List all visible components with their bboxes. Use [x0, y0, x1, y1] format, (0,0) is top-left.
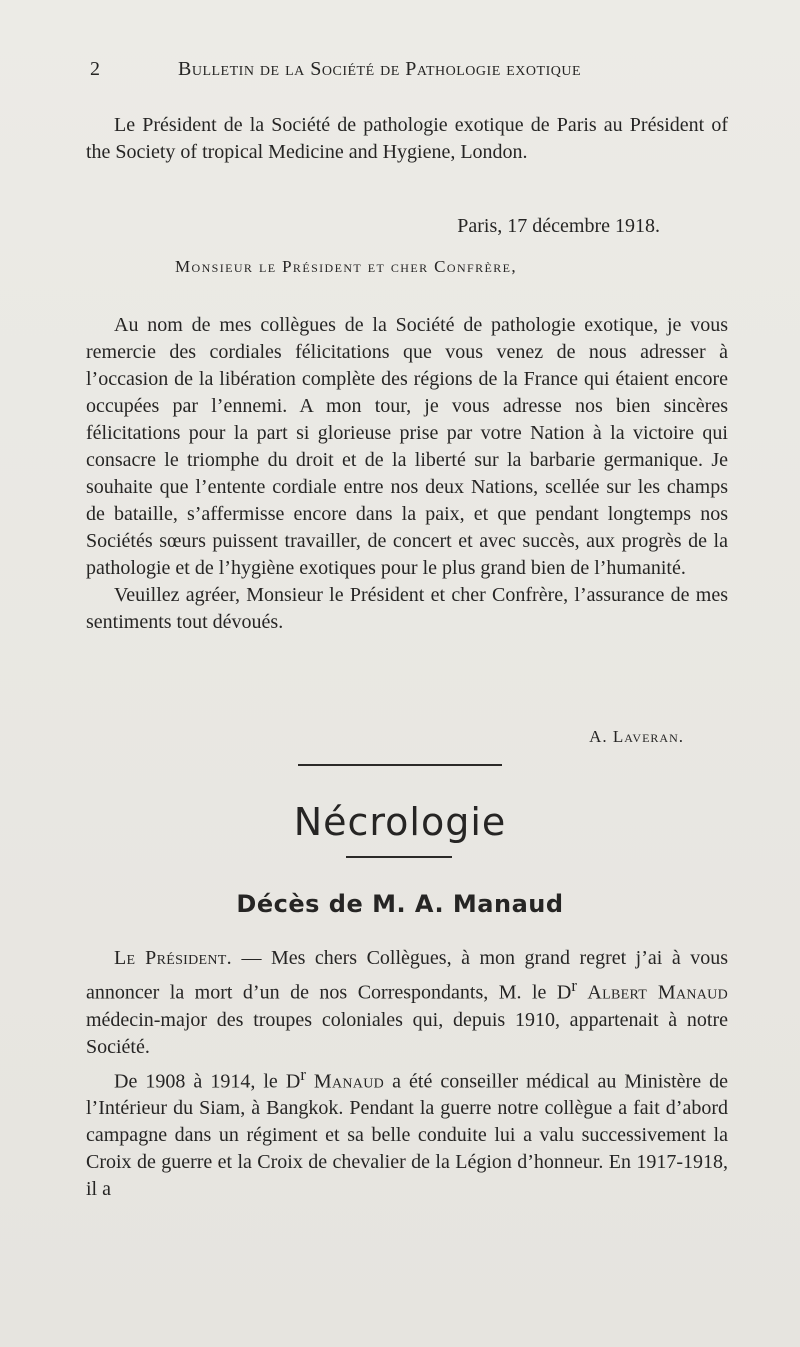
page-header: [90, 58, 710, 90]
letter-address-block: [86, 112, 728, 166]
speaker-label: Le Président.: [114, 947, 232, 969]
obituary-paragraph-1: [86, 945, 728, 1061]
deceased-name: Albert Manaud: [587, 981, 729, 1004]
letter-body: [86, 312, 728, 636]
obituary-text-1b: médecin-major des troupes coloniales qui, depuis 1910, appartenait à notre Société.: [86, 1008, 728, 1058]
section-title: Nécrologie: [293, 800, 507, 844]
obituary-text-1a: — Mes chers Collègues, à mon grand regret j’ai à vous annoncer la mort d’un de nos Correspondants, M. le D: [86, 947, 728, 1004]
letter-paragraph-2: Veuillez agréer, Monsieur le Président et cher Confrère, l’assurance de mes sentiments tout dévoués.: [86, 584, 728, 633]
section-subtitle: Décès de M. A. Manaud: [236, 890, 564, 918]
dr-superscript: r: [571, 976, 577, 995]
letter-dateline: Paris, 17 décembre 1918.: [457, 215, 660, 237]
obituary-text-2a: De 1908 à 1914, le D: [114, 1070, 301, 1093]
deceased-surname: Manaud: [313, 1070, 385, 1093]
letter-salutation: Monsieur le Président et cher Confrère,: [175, 257, 518, 276]
dr-superscript-2: r: [300, 1064, 306, 1084]
obituary-paragraph-2: [86, 1061, 728, 1204]
letter-address: Le Président de la Société de pathologie exotique de Paris au Président of the Society of tropical Medicine and Hygiene, London.: [86, 114, 728, 163]
obituary-text-2b: a été conseiller médical au Ministère de l’Intérieur du Siam, à Bangkok. Pendant la guerre notre collègue a fait d’abord campagne dans un régiment et sa belle conduite lui a valu successivement la Croix de guerre et la Croix de chevalier de la Légion d’honneur. En 1917-1918, il a: [86, 1070, 729, 1201]
obituary-body: [86, 945, 728, 1203]
letter-signature: A. Laveran.: [589, 727, 684, 746]
title-underline: [346, 856, 452, 858]
running-title: Bulletin de la Société de Pathologie exotique: [178, 58, 582, 80]
letter-paragraph-1: Au nom de mes collègues de la Société de pathologie exotique, je vous remercie des cordiales félicitations que vous venez de nous adresser à l’occasion de la libération complète des régions de la France qui étaient encore occupées par l’ennemi. A mon tour, je vous adresse nos bien sincères félicitations pour la part si glorieuse prise par votre Nation à la victoire qui consacre le triomphe du droit et de la liberté sur la barbarie germanique. Je souhaite que l’entente cordiale entre nos deux Nations, scellée sur les champs de bataille, s’affermisse encore dans la paix, et que pendant longtemps nos Sociétés sœurs puissent travailler, de concert et avec succès, aux progrès de la pathologie et de l’hygiène exotiques pour le plus grand bien de l’humanité.: [86, 314, 728, 579]
section-divider: [298, 764, 502, 766]
page-number: 2: [90, 58, 100, 80]
